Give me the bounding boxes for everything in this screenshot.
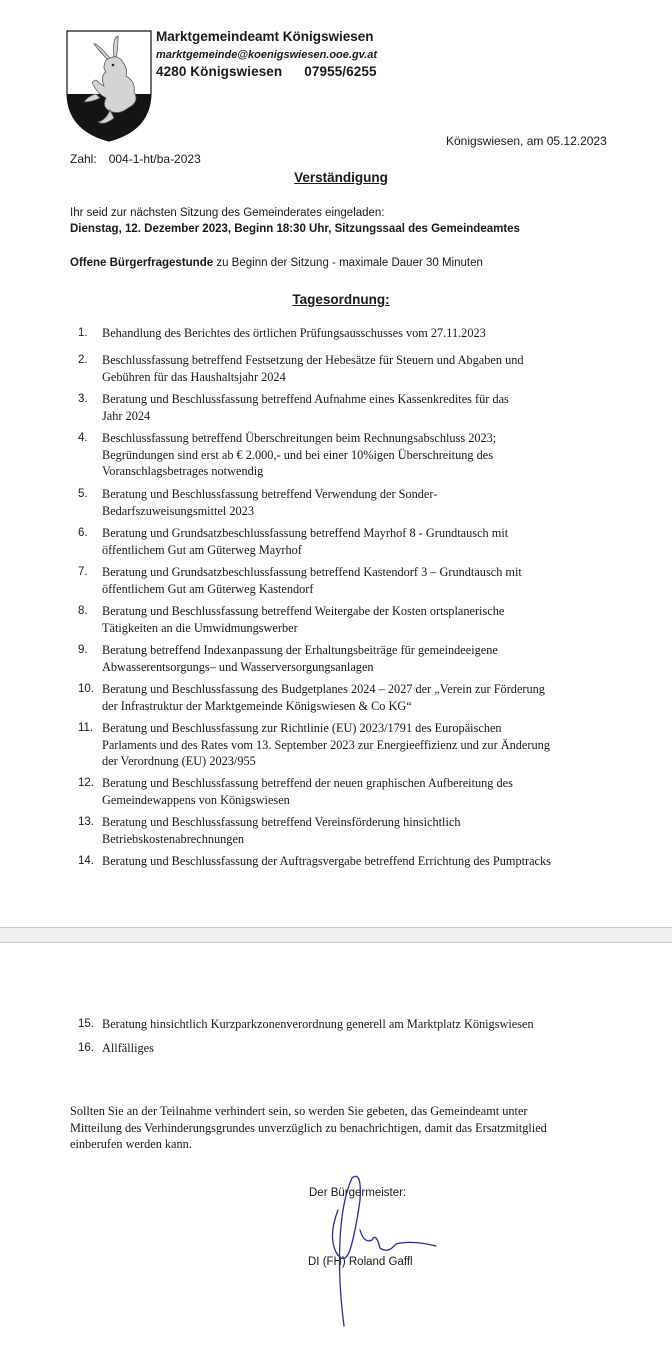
closing-line: Sollten Sie an der Teilnahme verhindert sein, so werden Sie gebeten, das Gemeindeamt unter <box>70 1104 528 1118</box>
agenda-item <box>78 603 638 636</box>
agenda-item <box>78 391 638 424</box>
qa-session-details: zu Beginn der Sitzung - maximale Dauer 30 Minuten <box>213 257 483 269</box>
agenda-item-number: 14. <box>78 855 94 867</box>
reference-value: 004-1-ht/ba-2023 <box>108 152 201 166</box>
qa-session-note <box>70 257 483 269</box>
agenda-item-text: Behandlung des Berichtes des örtlichen Prüfungsausschusses vom 27.11.2023 <box>102 326 486 340</box>
agenda-item-number: 13. <box>78 816 94 828</box>
postal-address: 4280 Königswiesen <box>156 64 283 79</box>
signer-name: DI (FH) Roland Gaffl <box>308 1256 413 1268</box>
agenda-item <box>78 775 638 808</box>
agenda-item-text: öffentlichem Gut am Güterweg Mayrhof <box>102 542 302 557</box>
agenda-item <box>78 642 638 675</box>
agenda-item-number: 3. <box>78 393 88 405</box>
signature-image <box>316 1170 446 1330</box>
closing-paragraph <box>70 1103 630 1153</box>
agenda-item <box>78 325 638 342</box>
agenda-item-text: Parlaments und des Rates vom 13. September 2023 zur Energieeffizienz und zur Änderung <box>102 737 550 752</box>
agenda-item-text: Gebühren für das Haushaltsjahr 2024 <box>102 369 286 384</box>
agenda-item <box>78 814 638 847</box>
agenda-item <box>78 853 638 870</box>
agenda-item-text: Beratung und Beschlussfassung des Budgetplanes 2024 – 2027 der „Verein zur Förderung <box>102 682 545 696</box>
agenda-item-text: der Verordnung (EU) 2023/955 <box>102 754 256 768</box>
agenda-item-number: 4. <box>78 432 88 444</box>
hare-crest-icon <box>66 30 152 142</box>
agenda-item-number: 11. <box>78 722 94 734</box>
agenda-item-number: 15. <box>78 1018 94 1030</box>
agenda-item-number: 12. <box>78 777 94 789</box>
agenda-item <box>78 720 638 770</box>
agenda-item-text: Beratung und Beschlussfassung der Auftragsvergabe betreffend Errichtung des Pumptracks <box>102 854 551 868</box>
agenda-item <box>78 681 638 714</box>
agenda-item-number: 9. <box>78 644 88 656</box>
agenda-item-text: Jahr 2024 <box>102 408 151 423</box>
agenda-item-text: öffentlichem Gut am Güterweg Kastendorf <box>102 581 314 596</box>
agenda-item-number: 16. <box>78 1042 94 1054</box>
date-line: Königswiesen, am 05.12.2023 <box>446 134 607 148</box>
agenda-item <box>78 1040 638 1057</box>
agenda-item-text: Beratung und Beschlussfassung betreffend Vereinsförderung hinsichtlich <box>102 815 461 829</box>
agenda-item-text: Beratung und Grundsatzbeschlussfassung betreffend Mayrhof 8 - Grundtausch mit <box>102 526 509 540</box>
qa-session-label: Offene Bürgerfragestunde <box>70 257 214 269</box>
agenda-item-text: Beratung und Beschlussfassung betreffend der neuen graphischen Aufbereitung des <box>102 776 513 790</box>
agenda-item-text: Beratung betreffend Indexanpassung der Erhaltungsbeiträge für gemeindeeigene <box>102 643 498 657</box>
invitation-text: Ihr seid zur nächsten Sitzung des Gemeinderates eingeladen: <box>70 207 385 219</box>
page-break <box>0 927 672 943</box>
agenda-title: Tagesordnung: <box>292 292 390 307</box>
agenda-item-text: Begründungen sind erst ab € 2.000,- und bei einer 10%igen Überschreitung des <box>102 447 494 462</box>
agenda-item-number: 5. <box>78 488 88 500</box>
agenda-item-text: Beratung hinsichtlich Kurzparkzonenverordnung generell am Marktplatz Königswiesen <box>102 1017 534 1031</box>
agenda-item <box>78 1016 638 1033</box>
agenda-item-text: Beratung und Grundsatzbeschlussfassung betreffend Kastendorf 3 – Grundtausch mit <box>102 565 522 579</box>
phone-number: 07955/6255 <box>304 64 377 79</box>
agenda-item-text: Bedarfszuweisungsmittel 2023 <box>102 503 254 518</box>
agenda-item-text: Beschlussfassung betreffend Festsetzung der Hebesätze für Steuern und Abgaben und <box>102 353 524 367</box>
agenda-item-number: 6. <box>78 527 88 539</box>
agenda-item-text: Voranschlagsbetrages notwendig <box>102 464 264 478</box>
agenda-item <box>78 564 638 597</box>
agenda-item-text: Betriebskostenabrechnungen <box>102 831 245 846</box>
closing-line: einberufen werden kann. <box>70 1137 192 1151</box>
agenda-item-text: Beratung und Beschlussfassung zur Richtlinie (EU) 2023/1791 des Europäischen <box>102 721 502 735</box>
agenda-item-number: 2. <box>78 354 88 366</box>
reference-label: Zahl: <box>70 152 97 166</box>
agenda-item-text: Gemeindewappens von Königswiesen <box>102 792 290 807</box>
closing-line: Mitteilung des Verhinderungsgrundes unverzüglich zu benachrichtigen, damit das Ersatzmitglied <box>70 1120 547 1135</box>
agenda-item-number: 10. <box>78 683 94 695</box>
agenda-item-text: Beratung und Beschlussfassung betreffend Aufnahme eines Kassenkredites für das <box>102 392 509 406</box>
agenda-item-number: 7. <box>78 566 88 578</box>
agenda-item-text: Beratung und Beschlussfassung betreffend Weitergabe der Kosten ortsplanerische <box>102 604 505 618</box>
reference-line <box>70 152 201 166</box>
agenda-item-text: Tätigkeiten an die Umwidmungswerber <box>102 620 298 635</box>
agenda-item <box>78 525 638 558</box>
agenda-item-text: Beschlussfassung betreffend Überschreitungen beim Rechnungsabschluss 2023; <box>102 431 497 445</box>
agenda-item-number: 8. <box>78 605 88 617</box>
agenda-item-number: 1. <box>78 327 88 339</box>
agenda-item-text: Allfälliges <box>102 1041 154 1055</box>
agenda-item-text: der Infrastruktur der Marktgemeinde Königswiesen & Co KG“ <box>102 698 412 713</box>
org-name: Marktgemeindeamt Königswiesen <box>156 29 374 44</box>
document-title: Verständigung <box>294 170 388 185</box>
org-email: marktgemeinde@koenigswiesen.ooe.gv.at <box>156 49 378 61</box>
signer-role: Der Bürgermeister: <box>309 1187 407 1199</box>
agenda-item-text: Abwasserentsorgungs– und Wasserversorgungsanlagen <box>102 659 374 674</box>
org-address <box>156 64 377 79</box>
agenda-item <box>78 486 638 519</box>
agenda-item <box>78 430 638 480</box>
agenda-item <box>78 352 638 385</box>
meeting-details: Dienstag, 12. Dezember 2023, Beginn 18:30 Uhr, Sitzungssaal des Gemeindeamtes <box>70 223 520 235</box>
agenda-item-text: Beratung und Beschlussfassung betreffend Verwendung der Sonder- <box>102 487 438 501</box>
